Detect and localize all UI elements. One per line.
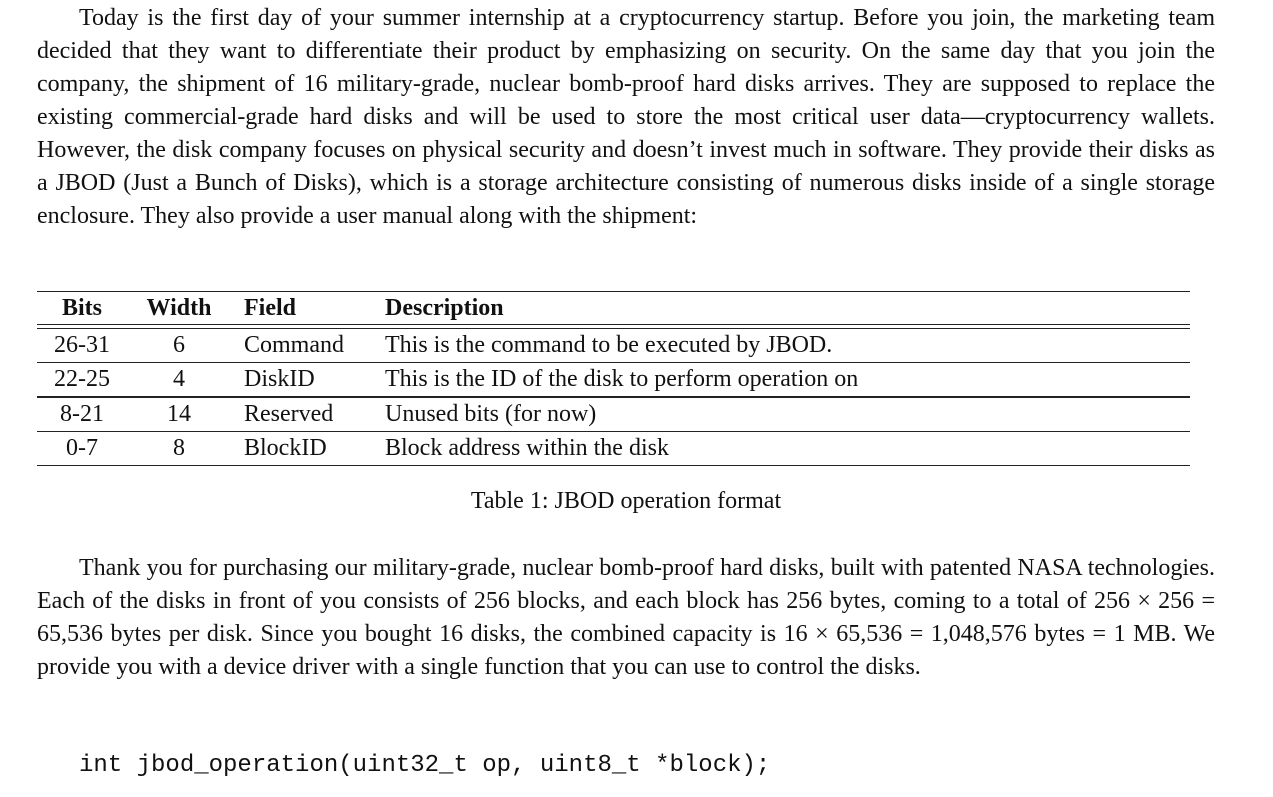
intro-paragraph: Today is the first day of your summer internship at a cryptocurrency startup. Before you join, the marketing team decided that they want to differentiate their product by emphasizing on security. On the same day that you join the company, the shipment of 16 military-grade, nuclear bomb-proof hard disks arrives. They are supposed to replace the existing commercial-grade hard disks and will be used to store the most critical user data—cryptocurrency wallets. However, the disk company focuses on physical security and doesn’t invest much in software. They provide their disks as a JBOD (Just a Bunch of Disks), which is a storage architecture consisting of numerous disks inside of a single storage enclosure. They also provide a user manual along with the shipment: [37,5,1215,229]
table-bottom-rule [37,465,1190,466]
table-row [37,432,1190,465]
cell-field: Reserved [244,400,334,427]
cell-description: This is the ID of the disk to perform operation on [385,366,859,393]
cell-description: Unused bits (for now) [385,400,597,427]
cell-width: 4 [173,366,185,393]
header-bits: Bits [61,294,102,321]
jbod-operation-table [37,291,1190,466]
cell-bits: 0-7 [66,434,98,461]
table-caption: Table 1: JBOD operation format [470,488,782,514]
cell-field: BlockID [244,434,327,461]
cell-width: 8 [173,434,185,461]
table-header-row [37,292,1190,324]
cell-field: Command [244,332,344,359]
header-description: Description [385,294,504,321]
table-row [37,363,1190,396]
header-width: Width [146,294,212,321]
table-row [37,398,1190,431]
cell-bits: 22-25 [54,366,110,393]
cell-description: Block address within the disk [385,434,669,461]
table-row [37,329,1190,362]
cell-bits: 8-21 [60,400,104,427]
cell-width: 6 [173,332,185,359]
header-field: Field [244,294,296,321]
code-snippet: int jbod_operation(uint32_t op, uint8_t *block); [79,752,771,779]
cell-bits: 26-31 [54,332,110,359]
cell-description: This is the command to be executed by JBOD. [385,332,833,359]
cell-field: DiskID [244,366,315,393]
manual-paragraph: Thank you for purchasing our military-grade, nuclear bomb-proof hard disks, built with patented NASA technologies. Each of the disks in front of you consists of 256 blocks, and each block has 256 bytes, coming to a total of 256 × 256 = 65,536 bytes per disk. Since you bought 16 disks, the combined capacity is 16 × 65,536 = 1,048,576 bytes = 1 MB. We provide you with a device driver with a single function that you can use to control the disks. [37,555,1215,680]
cell-width: 14 [167,400,191,427]
